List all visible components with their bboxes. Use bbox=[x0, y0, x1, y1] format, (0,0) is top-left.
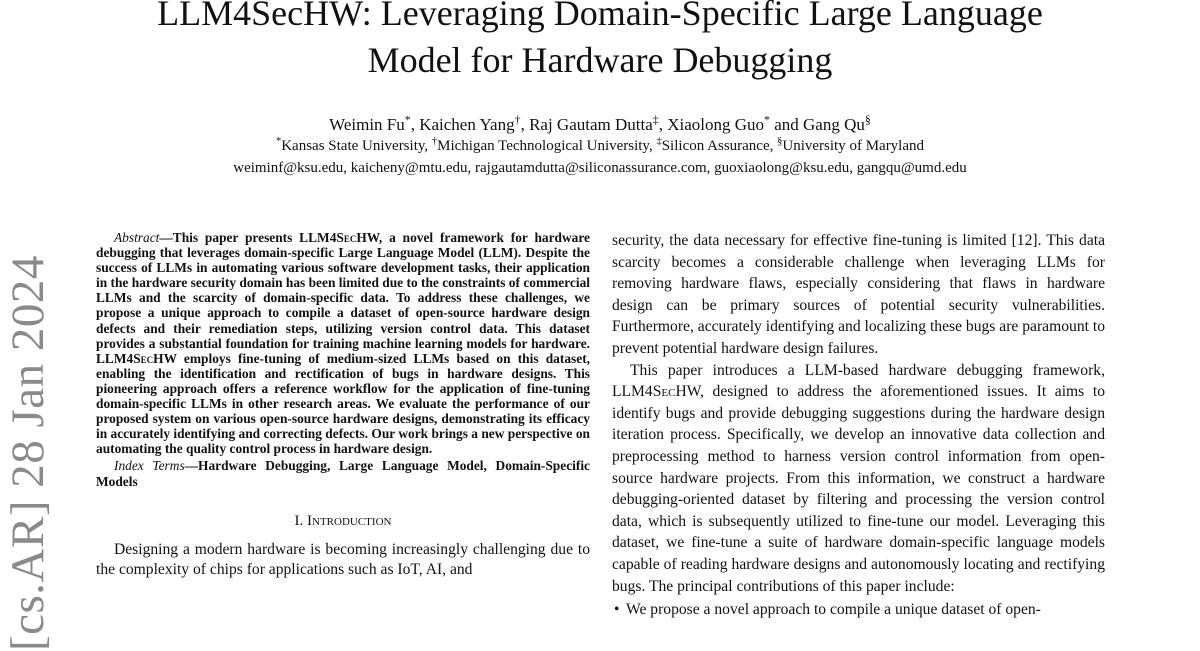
list-item-text: We propose a novel approach to compile a unique dataset of open- bbox=[626, 601, 1041, 619]
affil-mark: ‡ bbox=[656, 136, 662, 147]
body-paragraph-1: security, the data necessary for effective fine-tuning is limited [12]. This data scarcity becomes a considerable challenge when leveraging LLMs for removing hardware flaws, especially considering that flaws in hardware design can be primary sources of potential security vulnerabilities. Furthermore, accurately identifying and localizing these bugs are paramount to prevent potential hardware design failures. bbox=[612, 232, 1105, 357]
index-terms-lead: Index Terms bbox=[114, 458, 185, 474]
paragraph-text: HW, designed to address the aforementioned issues. It aims to identify bugs and provide debugging suggestions during the hardware design iteration process. Specifically, we develop an innovative data collection and preprocessing method to harness version control information from open-source hardware projects. From this information, we construct a hardware debugging-oriented dataset by filtering and processing the version control data, which is subsequently utilized to fine-tune our model. Leveraging this dataset, we fine-tune a suite of hardware domain-specific language models capable of reading hardware designs and autonomously locating and rectifying bugs. The principal contributions of this paper include: bbox=[612, 383, 1105, 595]
author-name: Kaichen Yang bbox=[419, 115, 515, 134]
abstract-text: HW employs fine-tuning of medium-sized LLMs based on this dataset, enabling the identification and rectification of bugs in hardware designs. This pioneering approach offers a reference workflow for the application of fine-tuning domain-specific LLMs in other research areas. We evaluate the performance of our proposed system on various open-source hardware designs, demonstrating its efficacy in accurately identifying and correcting defects. Our work brings a new perspective on automating the quality control process in hardware design. bbox=[96, 350, 590, 457]
section-title-initial: I bbox=[307, 512, 313, 529]
affil-text: Kansas State University, bbox=[281, 138, 432, 154]
author-mark: § bbox=[864, 112, 871, 127]
affil-text: Michigan Technological University, bbox=[437, 138, 657, 154]
affil-text: University of Maryland bbox=[782, 138, 925, 154]
title-line-1: LLM4SecHW: Leveraging Domain-Specific Large Language bbox=[157, 0, 1043, 33]
affiliations bbox=[0, 136, 1200, 157]
author-mark: * bbox=[404, 112, 411, 127]
affil-text: Silicon Assurance, bbox=[661, 138, 778, 154]
title-line-2: Model for Hardware Debugging bbox=[367, 40, 833, 80]
abstract-text: HW, a novel framework for hardware debugging that leverages domain-specific Large Language Model (LLM). Despite the success of LLMs in automating various software development tasks, their application in the hardware security domain has been limited due to the constraints of commercial LLMs and the scarcity of domain-specific data. To address these challenges, we propose a unique approach to compile a dataset of open-source hardware design defects and their remediation steps, utilizing version control data. This dataset provides a substantial foundation for training machine learning models for hardware. LLM4S bbox=[96, 230, 590, 366]
author-mark: ‡ bbox=[652, 112, 659, 127]
author-mark: † bbox=[514, 112, 521, 127]
body-paragraph-2 bbox=[612, 360, 1105, 598]
bullet-icon: • bbox=[614, 601, 620, 619]
author-emails: weiminf@ksu.edu, kaicheny@mtu.edu, rajgautamdutta@siliconassurance.com, guoxiaolong@ksu.edu, gangqu@umd.edu bbox=[233, 160, 967, 176]
section-number: I. bbox=[294, 512, 308, 529]
left-column bbox=[96, 230, 590, 581]
abstract-text: This paper presents LLM4S bbox=[172, 230, 344, 245]
index-terms bbox=[96, 458, 590, 488]
paper-title bbox=[0, 0, 1200, 84]
abstract-dash: — bbox=[159, 230, 173, 245]
author-list: Weimin Fu*, Kaichen Yang†, Raj Gautam Dutta‡, Xiaolong Guo* and Gang Qu§ bbox=[329, 112, 871, 134]
arxiv-stamp: [cs.AR] 28 Jan 2024 bbox=[2, 255, 54, 651]
abstract bbox=[96, 230, 590, 456]
author-name: Gang Qu bbox=[803, 115, 865, 134]
abstract-smallcaps: ec bbox=[140, 350, 154, 366]
author-name: Weimin Fu bbox=[329, 115, 405, 134]
author-mark: * bbox=[764, 112, 770, 127]
affil-mark: * bbox=[275, 136, 282, 147]
section-heading-introduction bbox=[96, 512, 590, 530]
paragraph-text: This paper introduces a LLM-based hardware debugging framework, LLM4S bbox=[612, 361, 1105, 401]
index-terms-dash: — bbox=[184, 458, 199, 474]
author-name: Raj Gautam Dutta bbox=[529, 115, 653, 134]
affil-mark: † bbox=[431, 136, 438, 147]
intro-paragraph: Designing a modern hardware is becoming increasingly challenging due to the complexity of chips for applications such as IoT, AI, and bbox=[96, 540, 590, 579]
abstract-lead: Abstract bbox=[114, 230, 160, 245]
index-terms-text: Hardware Debugging, Large Language Model, Domain-Specific Models bbox=[96, 458, 590, 489]
affil-mark: § bbox=[777, 136, 783, 147]
list-item bbox=[614, 599, 1105, 621]
right-column bbox=[612, 230, 1105, 621]
section-title-rest: ntroduction bbox=[312, 512, 392, 529]
abstract-smallcaps: ec bbox=[343, 230, 357, 245]
paragraph-smallcaps: ec bbox=[661, 383, 676, 401]
author-name: Xiaolong Guo bbox=[667, 115, 765, 134]
contributions-list bbox=[612, 599, 1105, 621]
